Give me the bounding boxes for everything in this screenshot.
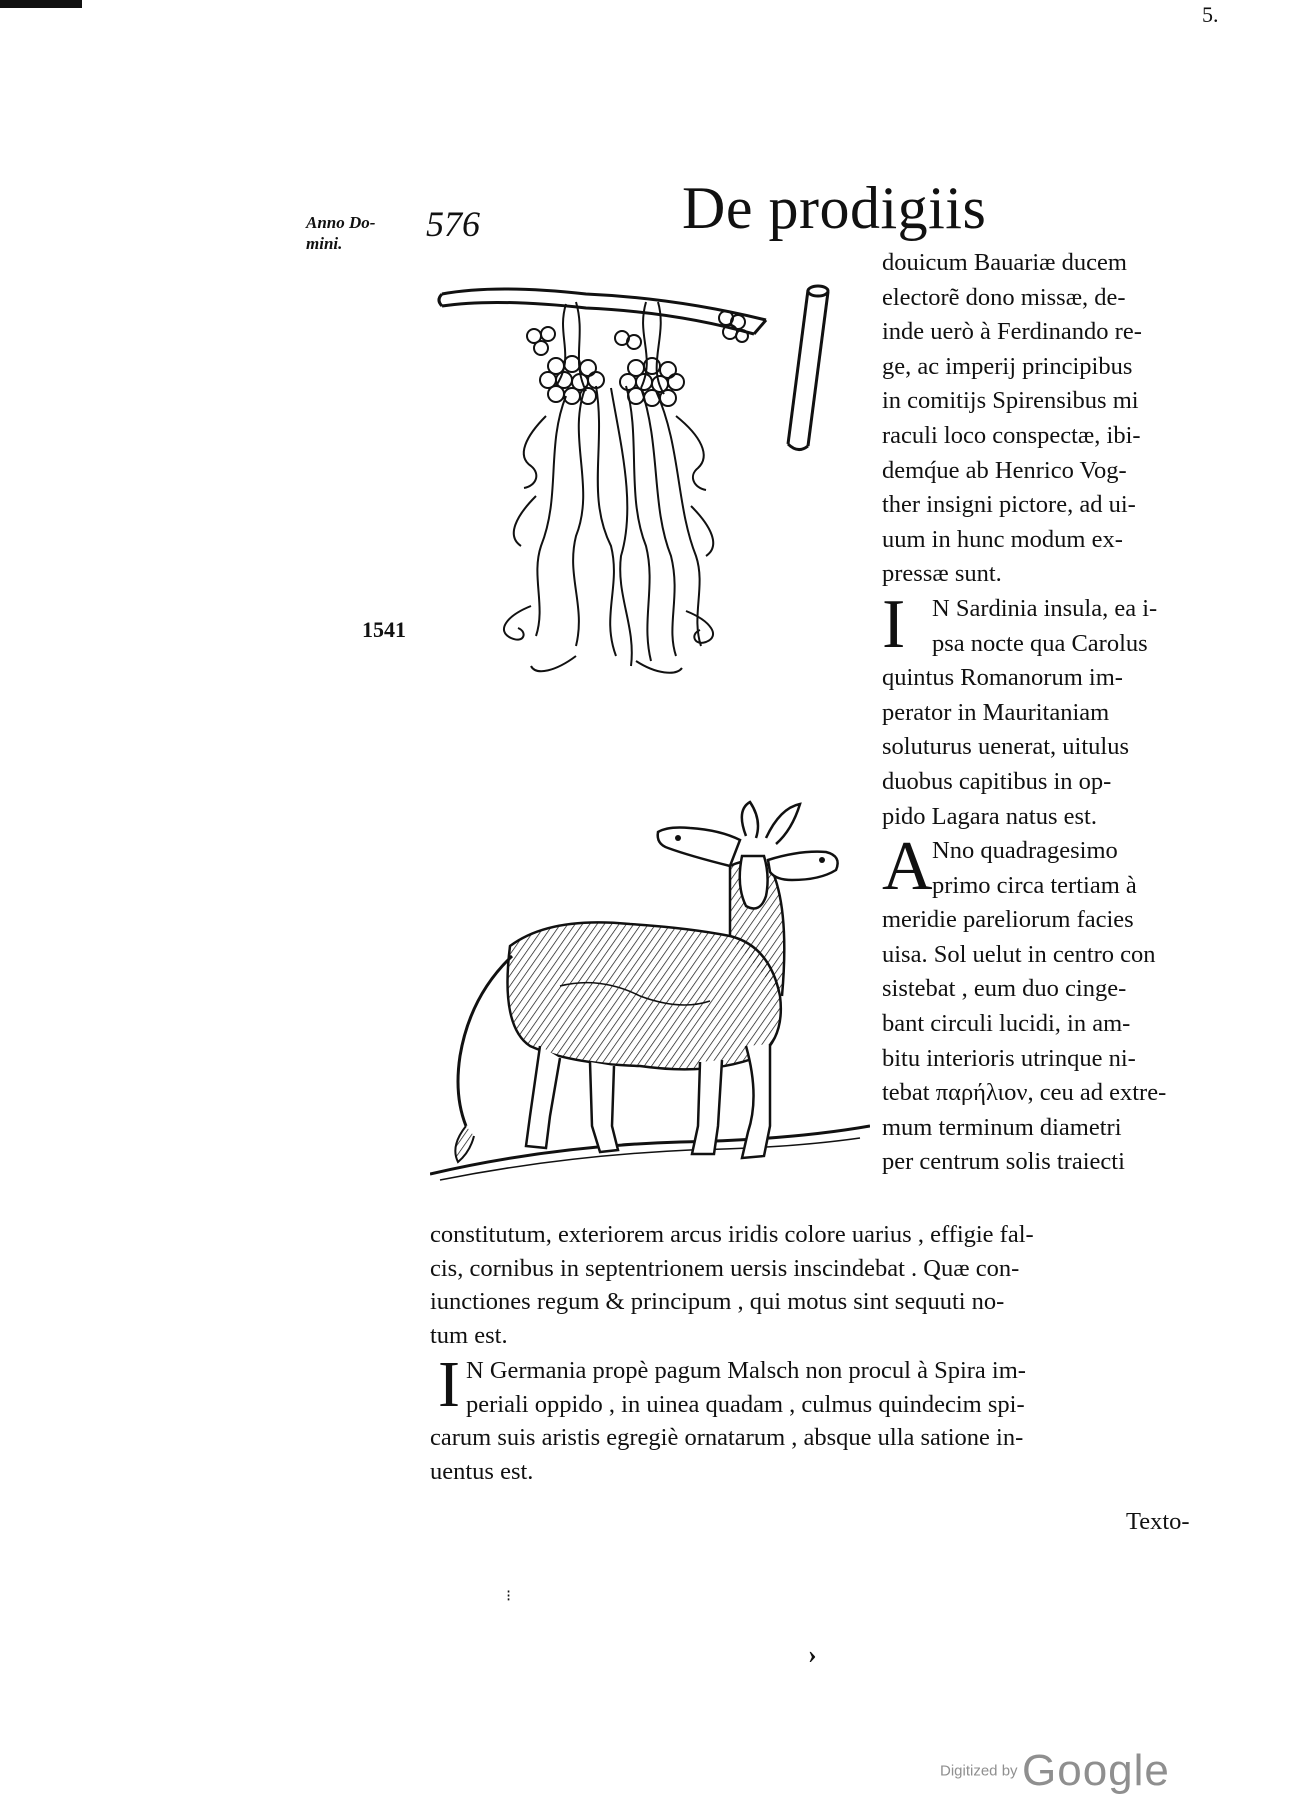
speck: ⁝ bbox=[506, 1588, 512, 1605]
woodcut-initial-t-vine bbox=[436, 276, 856, 706]
text-line: cis, cornibus in septentrionem uersis inscindebat . Quæ con- bbox=[430, 1254, 1020, 1282]
text-line: electorẽ dono missæ, de- bbox=[882, 283, 1126, 311]
text-line: quintus Romanorum im- bbox=[882, 664, 1123, 692]
margin-year: 1541 bbox=[362, 617, 406, 642]
text-line: bant circuli lucidi, in am- bbox=[882, 1010, 1131, 1038]
text-block-full-width bbox=[430, 1218, 1220, 1352]
text-line: N Germania propè pagum Malsch non procul à Spira im- bbox=[466, 1357, 1026, 1384]
drop-initial: I bbox=[882, 585, 906, 663]
text-line: pido Lagara natus est. bbox=[882, 802, 1097, 830]
paragraph-parelion bbox=[882, 828, 1217, 1180]
corner-folio-mark: 5. bbox=[1202, 2, 1219, 27]
margin-note-line: Anno Do- bbox=[306, 213, 376, 232]
text-line: perator in Mauritaniam bbox=[882, 698, 1110, 726]
text-line: meridie pareliorum facies bbox=[882, 906, 1134, 934]
paragraph-sardinia bbox=[882, 585, 1217, 834]
text-line: soluturus uenerat, uitulus bbox=[882, 733, 1130, 761]
text-line: per centrum solis traiecti bbox=[882, 1148, 1125, 1176]
digitized-by-label: Digitized by bbox=[940, 1762, 1018, 1780]
woodcut-two-headed-calf bbox=[430, 796, 870, 1186]
text-line: psa nocte qua Carolus bbox=[932, 629, 1148, 657]
text-line: raculi loco conspectæ, ibi- bbox=[882, 421, 1141, 449]
margin-note-anno bbox=[306, 212, 375, 254]
text-line: inde uerò à Ferdinando re- bbox=[882, 318, 1142, 346]
text-line: uum in hunc modum ex- bbox=[882, 525, 1123, 553]
text-line: demq́ue ab Henrico Vog- bbox=[882, 456, 1127, 484]
text-line: uentus est. bbox=[430, 1457, 534, 1485]
drop-initial: A bbox=[882, 828, 933, 906]
text-column bbox=[882, 246, 1217, 1180]
paragraph-germania bbox=[430, 1348, 1220, 1488]
text-line: uisa. Sol uelut in centro con bbox=[882, 940, 1156, 968]
text-line: in comitijs Spirensibus mi bbox=[882, 387, 1139, 415]
text-line: N Sardinia insula, ea i- bbox=[932, 594, 1158, 622]
speck: › bbox=[808, 1640, 817, 1669]
margin-note-line: mini. bbox=[306, 234, 343, 253]
text-line: iunctiones regum & principum , qui motus sint sequuti no- bbox=[430, 1288, 1005, 1316]
corner-rule bbox=[0, 0, 82, 8]
text-line: periali oppido , in uinea quadam , culmus quindecim spi- bbox=[466, 1390, 1025, 1418]
text-line: sistebat , eum duo cinge- bbox=[882, 975, 1127, 1003]
drop-initial: I bbox=[438, 1348, 460, 1421]
google-wordmark: Google bbox=[1022, 1746, 1170, 1795]
text-line: carum suis aristis egregiè ornatarum , absque ulla satione in- bbox=[430, 1424, 1024, 1452]
text-line: ge, ac imperij principibus bbox=[882, 352, 1133, 380]
text-line: constitutum, exteriorem arcus iridis colore uarius , effigie fal- bbox=[430, 1221, 1034, 1248]
text-line: tum est. bbox=[430, 1321, 508, 1349]
text-line: douicum Bauariæ ducem bbox=[882, 249, 1127, 276]
text-line: primo circa tertiam à bbox=[932, 871, 1137, 899]
text-line: tebat παρήλιον, ceu ad extre- bbox=[882, 1079, 1167, 1107]
catchword: Texto- bbox=[1126, 1508, 1190, 1535]
text-line: mum terminum diametri bbox=[882, 1113, 1122, 1141]
text-line: duobus capitibus in op- bbox=[882, 767, 1112, 795]
text-line: pressæ sunt. bbox=[882, 560, 1002, 588]
text-line: bitu interioris utrinque ni- bbox=[882, 1044, 1136, 1072]
text-line: ther insigni pictore, ad ui- bbox=[882, 491, 1136, 519]
running-head: De prodigiis bbox=[682, 175, 987, 241]
text-line: Nno quadragesimo bbox=[932, 837, 1118, 865]
page-number: 576 bbox=[426, 204, 480, 244]
digitized-by-watermark bbox=[940, 1746, 1170, 1796]
